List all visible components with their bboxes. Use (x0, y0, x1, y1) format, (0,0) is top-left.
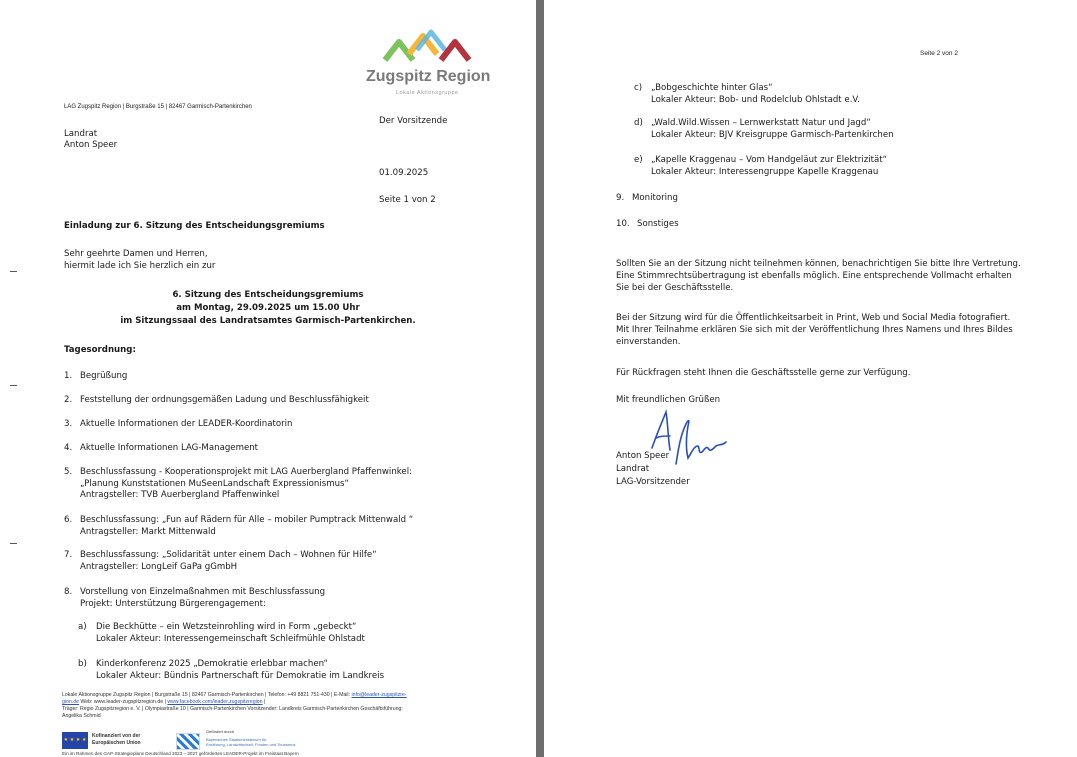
subitem-label: e) (634, 155, 643, 165)
agenda-item-text: Feststellung der ordnungsgemäßen Ladung und Beschlussfähigkeit (80, 395, 369, 405)
page-divider (536, 0, 544, 757)
footer-line-1 (62, 692, 407, 698)
subitem-label: c) (634, 83, 643, 93)
footer-email-link-cont[interactable]: gion.de (62, 699, 80, 705)
zugspitz-region-logo-icon (383, 28, 475, 64)
agenda-number: 7. (64, 550, 73, 560)
paragraph-line: Sie bei der Geschäftsstelle. (616, 283, 734, 293)
meeting-date: am Montag, 29.09.2025 um 15.00 Uhr (176, 303, 360, 313)
page-number: Seite 1 von 2 (379, 195, 436, 205)
footer-separator: | (262, 699, 266, 705)
agenda-number: 5. (64, 467, 73, 477)
footer-line-3: Träger: Regio Zugspitzregion e. V. | Olympiastraße 10 | Garmisch-Partenkirchen Vorsitzender: Landkreis Garmisch-Partenkirchen Geschäftsführung: (62, 706, 403, 712)
agenda-item-text: Begrüßung (80, 371, 128, 381)
meeting-title: 6. Sitzung des Entscheidungsgremiums (172, 290, 364, 300)
subitem-label: d) (634, 118, 643, 128)
footer-facebook-link[interactable]: www.facebook.com/leader.zugspitzregion (167, 699, 263, 705)
document-page-1 (0, 0, 536, 757)
agenda-number: 10. (616, 219, 630, 229)
meeting-location: im Sitzungssaal des Landratsamtes Garmisch-Partenkirchen. (120, 316, 416, 326)
agenda-item-text: Vorstellung von Einzelmaßnahmen mit Beschlussfassung (80, 587, 326, 597)
letter-date: 01.09.2025 (379, 168, 429, 178)
subitem-label: a) (78, 622, 87, 632)
fold-mark (10, 385, 17, 386)
footer-contact: Lokale Aktionsgruppe Zugspitz Region | Burgstraße 15 | 82467 Garmisch-Partenkirchen | Telefon: +49 8821 751-430 | E-Mail: (62, 692, 352, 698)
agenda-item-line-2: „Planung Kunststationen MuSeenLandschaft Expressionismus“ (80, 479, 349, 489)
agenda-number: 4. (64, 443, 73, 453)
footer-line-2 (62, 699, 265, 705)
subitem-actor: Lokaler Akteur: BJV Kreisgruppe Garmisch-Partenkirchen (651, 130, 894, 140)
subitem-title: „Wald.Wild.Wissen – Lernwerkstatt Natur und Jagd“ (651, 118, 871, 128)
agenda-item-line-2: Antragsteller: LongLeif GaPa gGmbH (80, 562, 238, 572)
footer-email-link[interactable]: info@leader-zugspitzre- (351, 692, 407, 698)
recipient-line-1: Landrat (64, 129, 98, 139)
eu-cofunding-line-2: Europäischen Union (92, 740, 141, 746)
agenda-item-text: Aktuelle Informationen LAG-Management (80, 443, 259, 453)
subitem-title: „Kapelle Kraggenau – Vom Handgeläut zur Elektrizität“ (651, 155, 888, 165)
signer-title: Landrat (616, 464, 650, 474)
salutation: Sehr geehrte Damen und Herren, (64, 249, 208, 259)
paragraph-line: Für Rückfragen steht Ihnen die Geschäftsstelle gerne zur Verfügung. (616, 368, 911, 378)
subitem-title: Kinderkonferenz 2025 „Demokratie erlebbar machen“ (96, 659, 328, 669)
agenda-item-text: Monitoring (632, 193, 678, 203)
logo-title: Zugspitz Region (366, 68, 491, 85)
agenda-number: 8. (64, 587, 73, 597)
agenda-item-line-2: Antragsteller: Markt Mittenwald (80, 527, 216, 537)
agenda-number: 9. (616, 193, 625, 203)
subitem-label: b) (78, 659, 87, 669)
agenda-item-text: Beschlussfassung: „Solidarität unter einem Dach – Wohnen für Hilfe“ (80, 550, 377, 560)
subitem-actor: Lokaler Akteur: Interessengemeinschaft Schleifmühle Ohlstadt (96, 634, 365, 644)
agenda-item-text: Aktuelle Informationen der LEADER-Koordinatorin (80, 419, 293, 429)
agenda-number: 2. (64, 395, 73, 405)
agenda-heading: Tagesordnung: (64, 345, 136, 355)
sender-role: Der Vorsitzende (379, 116, 448, 126)
subitem-actor: Lokaler Akteur: Bündnis Partnerschaft für Demokratie im Landkreis (96, 671, 385, 681)
agenda-item-text: Beschlussfassung - Kooperationsprojekt mit LAG Auerbergland Pfaffenwinkel: (80, 467, 412, 477)
signer-name: Anton Speer (616, 451, 670, 461)
ministry-line-1: Bayerisches Staatsministerium für (206, 737, 267, 742)
agenda-item-text: Beschlussfassung: „Fun auf Rädern für Alle – mobiler Pumptrack Mittenwald “ (80, 515, 414, 525)
logo-subtitle: Lokale Aktionsgruppe (396, 90, 459, 96)
intro-text: hiermit lade ich Sie herzlich ein zur (64, 261, 216, 271)
footer-web: Web: www.leader-zugspitzregion.de | (79, 699, 168, 705)
ministry-line-2: Ernährung, Landwirtschaft, Forsten und Tourismus (206, 742, 296, 747)
agenda-item-line-2: Projekt: Unterstützung Bürgerengagement: (80, 599, 266, 609)
letter-subject: Einladung zur 6. Sitzung des Entscheidungsgremiums (64, 221, 325, 231)
recipient-line-2: Anton Speer (64, 140, 118, 150)
signer-role: LAG-Vorsitzender (616, 477, 690, 487)
agenda-item-text: Sonstiges (637, 219, 679, 229)
document-page-2 (544, 0, 1077, 757)
subitem-actor: Lokaler Akteur: Interessengruppe Kapelle Kraggenau (651, 167, 879, 177)
funding-label: Gefördert durch (206, 729, 235, 734)
footer-line-4: Angelika Schmid (62, 713, 101, 719)
paragraph-line: einverstanden. (616, 337, 681, 347)
fold-mark (10, 271, 17, 272)
paragraph-line: Sollten Sie an der Sitzung nicht teilnehmen können, benachrichtigen Sie bitte Ihre Vertretung. (616, 259, 1021, 269)
bavarian-coat-of-arms-icon (176, 733, 200, 750)
fold-mark (10, 543, 17, 544)
subitem-title: Die Beckhütte – ein Wetzsteinrohling wird in Form „gebeckt“ (96, 622, 357, 632)
page-number: Seite 2 von 2 (920, 50, 958, 57)
agenda-number: 3. (64, 419, 73, 429)
closing-greeting: Mit freundlichen Grüßen (616, 395, 721, 405)
agenda-number: 6. (64, 515, 73, 525)
paragraph-line: Mit Ihrer Teilnahme erklären Sie sich mit der Veröffentlichung Ihres Namens und Ihres Bildes (616, 325, 1013, 335)
eu-flag-icon: ★ ★ ★ ★ (62, 732, 88, 749)
subitem-title: „Bobgeschichte hinter Glas“ (651, 83, 773, 93)
eu-cofunding-line-1: Kofinanziert von der (92, 733, 141, 739)
agenda-item-line-3: Antragsteller: TVB Auerbergland Pfaffenwinkel (80, 490, 280, 500)
paragraph-line: Bei der Sitzung wird für die Öffentlichkeitsarbeit in Print, Web und Social Media fotografiert. (616, 313, 1011, 323)
sender-line: LAG Zugspitz Region | Burgstraße 15 | 82467 Garmisch-Partenkirchen (64, 104, 252, 110)
agenda-number: 1. (64, 371, 73, 381)
subitem-actor: Lokaler Akteur: Bob- und Rodelclub Ohlstadt e.V. (651, 95, 860, 105)
footer-funding-note: Ein im Rahmen des GAP-Strategieplans Deutschland 2023 – 2027 gefördertes LEADER-Projekt im Freistaat Bayern (62, 751, 299, 756)
paragraph-line: Eine Stimmrechtsübertragung ist ebenfalls möglich. Eine entsprechende Vollmacht erhalten (616, 271, 1012, 281)
